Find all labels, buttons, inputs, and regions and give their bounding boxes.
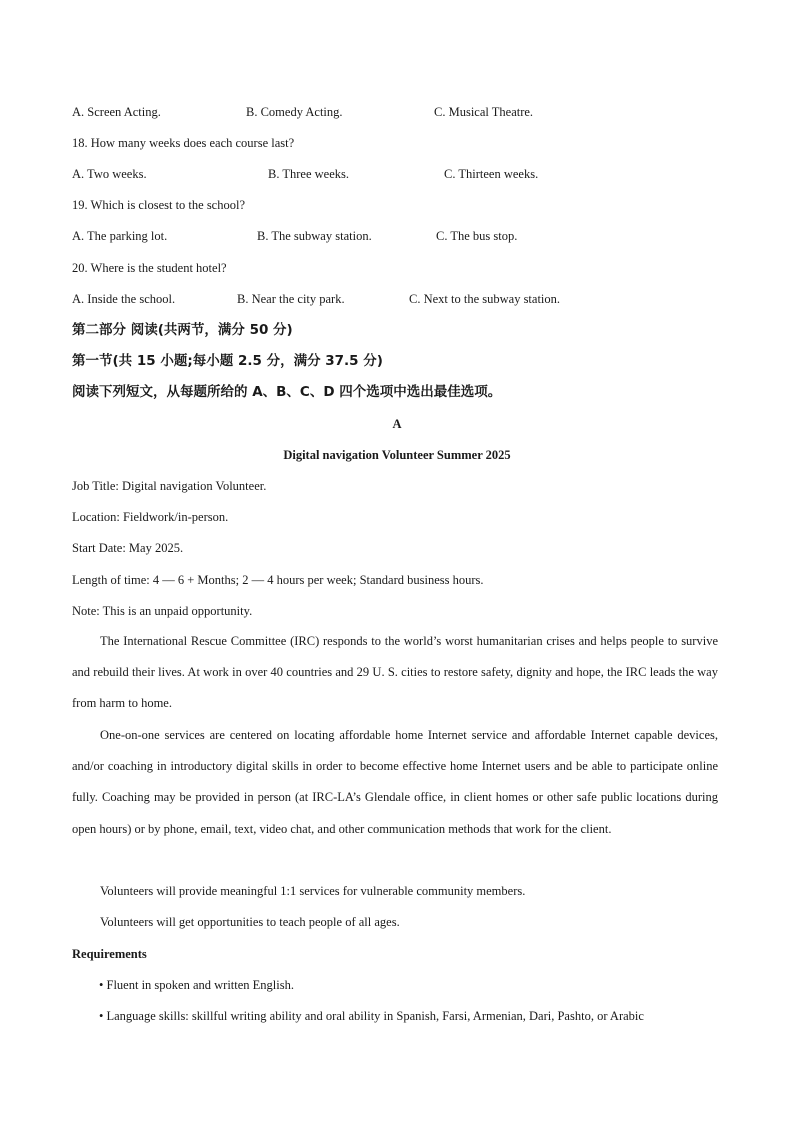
q18-option-c: C. Thirteen weeks.	[444, 167, 539, 181]
q20-question: 20. Where is the student hotel?	[72, 261, 227, 275]
q18-question: 18. How many weeks does each course last?	[72, 136, 295, 150]
q20-option-a: A. Inside the school.	[72, 292, 176, 306]
paragraph-volunteers-services: Volunteers will provide meaningful 1:1 services for vulnerable community members.	[100, 884, 526, 898]
requirements-heading: Requirements	[72, 947, 147, 961]
job-title-line: Job Title: Digital navigation Volunteer.	[72, 479, 267, 493]
requirement-languages: • Language skills: skillful writing ability and oral ability in Spanish, Farsi, Armenian, Dari, Pashto, or Arabic	[99, 1009, 644, 1023]
requirement-english: • Fluent in spoken and written English.	[99, 978, 294, 992]
q17-option-c: C. Musical Theatre.	[434, 105, 534, 119]
part2-header: 第二部分 阅读(共两节，满分 50 分)	[72, 322, 293, 338]
q18-option-a: A. Two weeks.	[72, 167, 147, 181]
section1-header: 第一节(共 15 小题;每小题 2.5 分，满分 37.5 分)	[72, 353, 383, 369]
paragraph-volunteers-teach: Volunteers will get opportunities to teach people of all ages.	[100, 915, 400, 929]
passage-title: Digital navigation Volunteer Summer 2025	[283, 448, 511, 462]
length-line: Length of time: 4 — 6 + Months; 2 — 4 hours per week; Standard business hours.	[72, 573, 484, 587]
passage-label: A	[392, 417, 402, 431]
q19-option-a: A. The parking lot.	[72, 229, 168, 243]
paragraph-irc: The International Rescue Committee (IRC) responds to the world’s worst humanitarian crises and helps people to survive and rebuild their lives. At work in over 40 countries and 29 U. S. cities to restore safety, dignity and hope, the IRC leads the way from harm to home.	[72, 634, 718, 711]
note-line: Note: This is an unpaid opportunity.	[72, 604, 253, 618]
start-date-line: Start Date: May 2025.	[72, 541, 184, 555]
q19-option-b: B. The subway station.	[257, 229, 372, 243]
q20-option-c: C. Next to the subway station.	[409, 292, 561, 306]
q20-option-b: B. Near the city park.	[237, 292, 345, 306]
location-line: Location: Fieldwork/in-person.	[72, 510, 229, 524]
q19-question: 19. Which is closest to the school?	[72, 198, 246, 212]
q17-option-a: A. Screen Acting.	[72, 105, 161, 119]
q17-option-b: B. Comedy Acting.	[246, 105, 343, 119]
q18-option-b: B. Three weeks.	[268, 167, 349, 181]
q19-option-c: C. The bus stop.	[436, 229, 518, 243]
paragraph-services: One-on-one services are centered on locating affordable home Internet service and affordable Internet capable devices, and/or coaching in introductory digital skills in order to become effective home Internet users and be able to participate online fully. Coaching may be provided in person (at IRC-LA’s Glendale office, in client homes or other safe public locations during open hours) or by phone, email, text, video chat, and other communication methods that work for the client.	[72, 728, 718, 836]
instruction-text: 阅读下列短文，从每题所给的 A、B、C、D 四个选项中选出最佳选项。	[72, 384, 502, 400]
